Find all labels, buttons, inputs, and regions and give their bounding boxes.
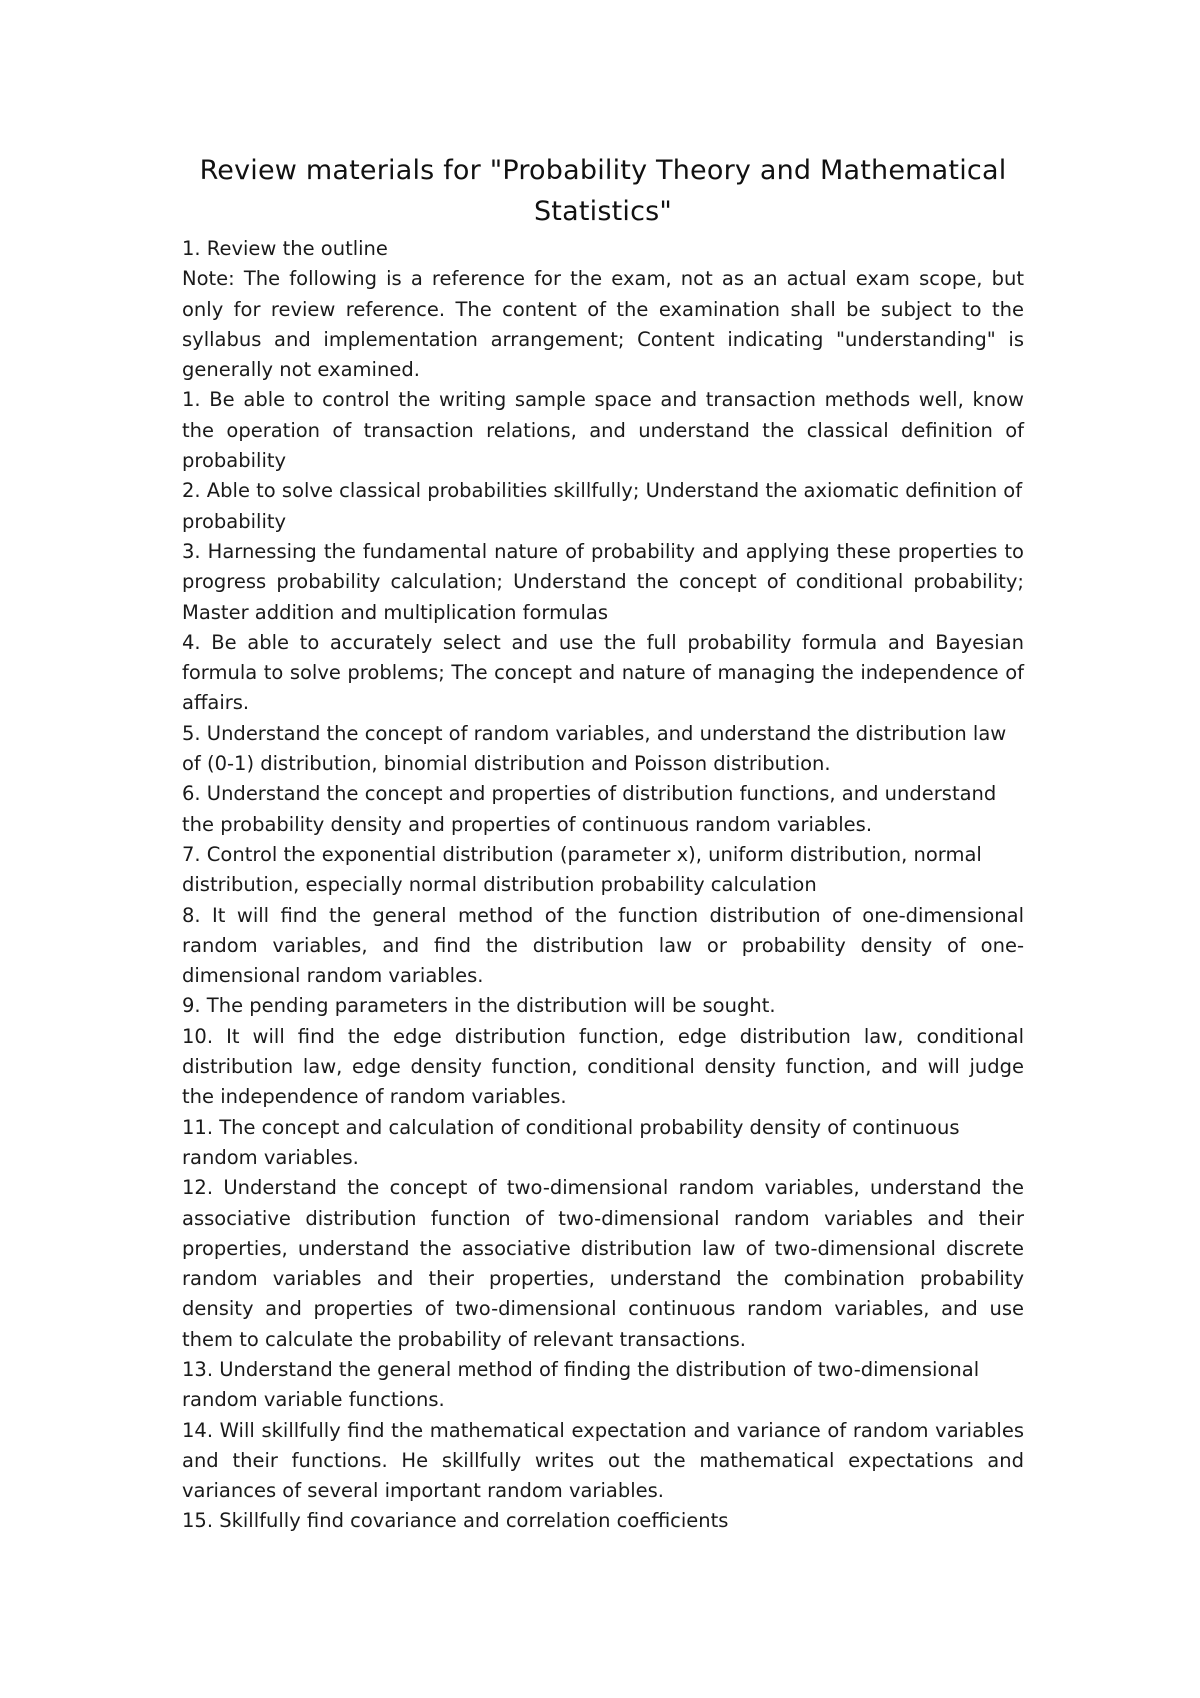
document-content xyxy=(182,150,1024,1537)
outline-item: 15. Skillfully find covariance and correlation coefficients xyxy=(182,1509,729,1533)
outline-item: 4. Be able to accurately select and use the full probability formula and Bayesian formula to solve problems; The concept and nature of managing the independence of affairs. xyxy=(182,630,1024,715)
review-note: Note: The following is a reference for the exam, not as an actual exam scope, but only for review reference. The content of the examination shall be subject to the syllabus and implementation arrangement; Content indicating "understanding" is generally not examined. xyxy=(182,267,1024,382)
document-title: Review materials for "Probability Theory and Mathematical Statistics" xyxy=(199,155,1007,227)
outline-item: 13. Understand the general method of finding the distribution of two-dimensional random variable functions. xyxy=(182,1357,980,1412)
outline-item: 7. Control the exponential distribution (parameter x), uniform distribution, normal distribution, especially normal distribution probability calculation xyxy=(182,842,982,897)
outline-item: 6. Understand the concept and properties of distribution functions, and understand the probability density and properties of continuous random variables. xyxy=(182,782,997,836)
outline-item: 3. Harnessing the fundamental nature of probability and applying these properties to progress probability calculation; Understand the concept of conditional probability; Master addition and multiplication formulas xyxy=(182,539,1024,624)
outline-item: 8. It will find the general method of the function distribution of one-dimensional random variables, and find the distribution law or probability density of one-dimensional random variables. xyxy=(182,903,1024,988)
outline-item: 5. Understand the concept of random variables, and understand the distribution law of (0-1) distribution, binomial distribution and Poisson distribution. xyxy=(182,721,1007,776)
section-heading: 1. Review the outline xyxy=(182,237,388,260)
outline-item: 1. Be able to control the writing sample space and transaction methods well, know the operation of transaction relations, and understand the classical definition of probability xyxy=(182,388,1024,473)
document-body xyxy=(182,234,1024,1537)
outline-item: 2. Able to solve classical probabilities skillfully; Understand the axiomatic definition of probability xyxy=(182,479,1023,533)
outline-item: 12. Understand the concept of two-dimensional random variables, understand the associative distribution function of two-dimensional random variables and their properties, understand the associative distribution law of two-dimensional discrete random variables and their properties, understand the combination probability density and properties of two-dimensional continuous random variables, and use them to calculate the probability of relevant transactions. xyxy=(182,1176,1024,1351)
outline-item: 10. It will find the edge distribution function, edge distribution law, conditional distribution law, edge density function, conditional density function, and will judge the independence of random variables. xyxy=(182,1024,1024,1109)
outline-item: 14. Will skillfully find the mathematical expectation and variance of random variables and their functions. He skillfully writes out the mathematical expectations and variances of several important random variables. xyxy=(182,1418,1024,1503)
outline-item: 11. The concept and calculation of conditional probability density of continuous random variables. xyxy=(182,1115,960,1169)
outline-item: 9. The pending parameters in the distribution will be sought. xyxy=(182,994,776,1018)
